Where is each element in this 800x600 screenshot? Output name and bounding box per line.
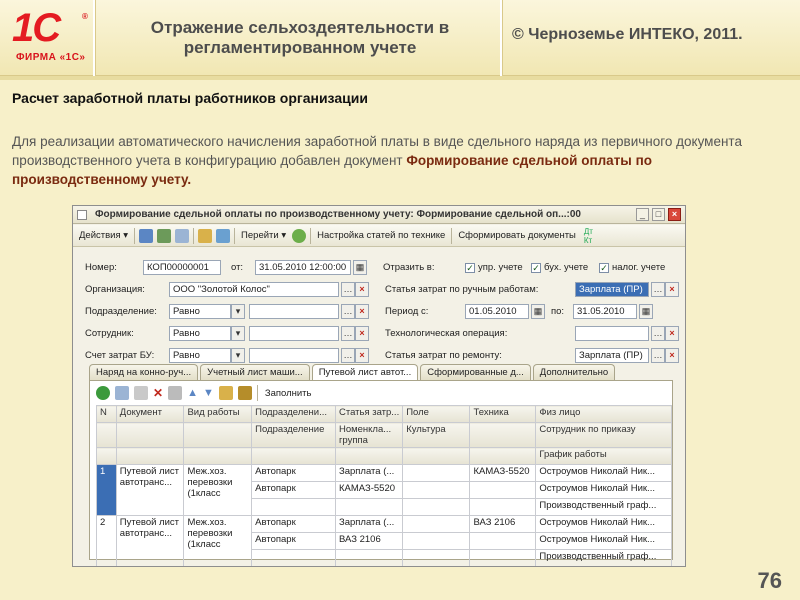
- header-divider: [93, 0, 95, 76]
- header-empty: [470, 448, 536, 465]
- buh-checkbox[interactable]: ✓: [532, 263, 540, 273]
- document-window: [72, 205, 686, 567]
- header-empty: [470, 423, 536, 448]
- reflect-label: Отразить в:: [383, 262, 435, 273]
- logo-mark: 1С: [12, 6, 60, 50]
- header-underline: [0, 76, 800, 80]
- row-nomenclature[interactable]: ВАЗ 2106: [335, 533, 402, 550]
- col-nomenclature-label: Номенкла...: [338, 424, 392, 435]
- maximize-button[interactable]: □: [652, 208, 665, 221]
- header-empty: [184, 423, 252, 448]
- col-culture[interactable]: Культура: [403, 423, 470, 448]
- save-icon[interactable]: [157, 229, 171, 243]
- col-document[interactable]: Документ: [116, 406, 184, 423]
- row-employee-by-order[interactable]: Остроумов Николай Ник...: [536, 482, 672, 499]
- header-divider: [500, 0, 502, 76]
- period-from-label: Период с:: [385, 306, 429, 317]
- end-edit-icon[interactable]: [168, 386, 182, 400]
- slide-heading: Расчет заработной платы работников организации: [12, 90, 368, 106]
- table-header-row: [97, 423, 672, 448]
- account-field[interactable]: [249, 348, 339, 363]
- clear-button[interactable]: ×: [665, 282, 679, 297]
- organization-field[interactable]: ООО "Золотой Колос": [169, 282, 339, 297]
- buh-label: бух. учете: [544, 262, 589, 273]
- row-department[interactable]: Автопарк: [252, 516, 336, 533]
- col-cost-item[interactable]: Статья затр...: [335, 406, 402, 423]
- sort-icon[interactable]: Дт Кт: [583, 226, 593, 245]
- upr-checkbox[interactable]: ✓: [466, 263, 474, 273]
- select-button[interactable]: …: [341, 282, 355, 297]
- toolbar-separator: [257, 385, 258, 401]
- row-schedule[interactable]: Производственный граф...: [536, 499, 672, 516]
- toolbar-separator: [310, 228, 311, 244]
- header-empty: [116, 423, 184, 448]
- account-label: Счет затрат БУ:: [85, 350, 155, 361]
- table-row[interactable]: [97, 516, 672, 533]
- minimize-button[interactable]: _: [636, 208, 649, 221]
- row-work-type[interactable]: Меж.хоз. перевозки (1класс: [184, 516, 252, 567]
- header-empty: [97, 448, 117, 465]
- account-condition[interactable]: Равно: [169, 348, 231, 363]
- table-toolbar: [96, 385, 313, 401]
- tab-generated-docs[interactable]: Сформированные д...: [420, 364, 531, 380]
- toolbar-separator: [134, 228, 135, 244]
- structure-icon[interactable]: [198, 229, 212, 243]
- header-title: Отражение сельхоздеятельности в регламентированном учете: [150, 18, 450, 57]
- delete-icon[interactable]: ✕: [153, 386, 164, 400]
- row-field[interactable]: [403, 516, 470, 533]
- clear-button[interactable]: ×: [355, 304, 369, 319]
- row-work-type[interactable]: Меж.хоз. перевозки (1класс: [184, 465, 252, 516]
- print-icon[interactable]: [216, 229, 230, 243]
- cost-repair-label: Статья затрат по ремонту:: [385, 350, 502, 361]
- nal-label: налог. учете: [612, 262, 666, 273]
- tech-operation-field[interactable]: [575, 326, 649, 341]
- period-from-field[interactable]: 01.05.2010: [465, 304, 529, 319]
- col-subdivision[interactable]: Подразделение: [252, 423, 336, 448]
- go-label: Перейти: [241, 230, 279, 241]
- employee-condition[interactable]: Равно: [169, 326, 231, 341]
- window-title: Формирование сдельной оплаты по производственному учету: Формирование сдельной оп...:00: [95, 209, 581, 220]
- col-nomenclature[interactable]: [335, 423, 402, 448]
- row-empty[interactable]: [470, 499, 536, 516]
- chevron-down-icon[interactable]: ▾: [231, 304, 245, 319]
- col-machinery[interactable]: Техника: [470, 406, 536, 423]
- paragraph-text: Для реализации автоматического начисления заработной платы в виде сдельного наряда из первичного документа производственного учета в конфигурацию добавлен документ: [12, 134, 742, 168]
- chevron-down-icon[interactable]: ▾: [231, 348, 245, 363]
- post-icon[interactable]: [139, 229, 153, 243]
- header-empty: [97, 423, 117, 448]
- toolbar-separator: [451, 228, 452, 244]
- col-employee-by-order[interactable]: Сотрудник по приказу: [536, 423, 672, 448]
- tab-machine-sheet[interactable]: Учетный лист маши...: [200, 364, 310, 380]
- row-department[interactable]: Автопарк: [252, 465, 336, 482]
- chevron-down-icon[interactable]: ▾: [231, 326, 245, 341]
- row-employee-by-order[interactable]: Остроумов Николай Ник...: [536, 533, 672, 550]
- department-condition[interactable]: Равно: [169, 304, 231, 319]
- select-button[interactable]: …: [651, 326, 665, 341]
- row-machinery[interactable]: КАМАЗ-5520: [470, 465, 536, 482]
- tab-additional[interactable]: Дополнительно: [533, 364, 615, 380]
- col-schedule[interactable]: График работы: [536, 448, 672, 465]
- go-menu[interactable]: Перейти ▾: [241, 230, 287, 241]
- generate-documents-button[interactable]: Сформировать документы: [458, 230, 576, 241]
- page-number: 76: [757, 568, 782, 593]
- fill-button[interactable]: Заполнить: [264, 387, 312, 399]
- actions-menu[interactable]: Действия ▾: [79, 230, 129, 241]
- select-button[interactable]: …: [341, 348, 355, 363]
- number-field[interactable]: КОП00000001: [143, 260, 221, 275]
- header-empty: [403, 448, 470, 465]
- paragraph-document-name: Формирование сдельной оплаты по производственному учету.: [12, 153, 652, 187]
- date-field[interactable]: 31.05.2010 12:00:00: [255, 260, 351, 275]
- row-empty[interactable]: [335, 550, 402, 567]
- select-button[interactable]: …: [341, 304, 355, 319]
- clear-button[interactable]: ×: [355, 348, 369, 363]
- move-up-icon[interactable]: ▲: [187, 387, 198, 399]
- row-subdivision[interactable]: Автопарк: [252, 533, 336, 550]
- period-to-field[interactable]: 31.05.2010: [573, 304, 637, 319]
- clear-button[interactable]: ×: [355, 326, 369, 341]
- row-document[interactable]: Путевой лист автотранс...: [116, 465, 184, 516]
- row-subdivision[interactable]: Автопарк: [252, 482, 336, 499]
- 1c-logo: [10, 6, 88, 68]
- settings-button[interactable]: Настройка статей по технике: [317, 230, 446, 241]
- tab-content: [89, 380, 673, 560]
- row-cost-item[interactable]: Зарплата (...: [335, 516, 402, 533]
- documents-table: [96, 405, 672, 567]
- calendar-icon[interactable]: ▦: [531, 304, 545, 319]
- header-empty: [252, 448, 336, 465]
- row-culture[interactable]: [403, 533, 470, 550]
- copy-icon[interactable]: [115, 386, 129, 400]
- tab-waybill[interactable]: Путевой лист автот...: [312, 364, 419, 380]
- date-label: от:: [231, 262, 244, 273]
- toolbar: [73, 225, 685, 247]
- row-empty[interactable]: [403, 550, 470, 567]
- row-empty[interactable]: [252, 550, 336, 567]
- move-down-icon[interactable]: ▼: [202, 387, 214, 399]
- select-button[interactable]: …: [651, 348, 665, 363]
- row-empty[interactable]: [470, 550, 536, 567]
- help-icon[interactable]: [292, 229, 306, 243]
- row-person[interactable]: Остроумов Николай Ник...: [536, 516, 672, 533]
- toolbar-separator: [234, 228, 235, 244]
- row-number[interactable]: 1: [97, 465, 117, 516]
- row-culture[interactable]: [403, 482, 470, 499]
- col-field[interactable]: Поле: [403, 406, 470, 423]
- department-label: Подразделение:: [85, 306, 157, 317]
- col-group-label: группа: [338, 435, 368, 446]
- add-icon[interactable]: [96, 386, 110, 400]
- table-header-row: [97, 448, 672, 465]
- table-row[interactable]: [97, 465, 672, 482]
- row-empty[interactable]: [335, 499, 402, 516]
- calendar-icon[interactable]: ▦: [639, 304, 653, 319]
- select-button[interactable]: …: [651, 282, 665, 297]
- number-label: Номер:: [85, 262, 117, 273]
- organization-label: Организация:: [85, 284, 145, 295]
- document-icon: [77, 210, 87, 220]
- edit-icon[interactable]: [134, 386, 148, 400]
- copyright-text: © Черноземье ИНТЕКО, 2011.: [512, 26, 743, 43]
- refresh-icon[interactable]: [175, 229, 189, 243]
- row-field[interactable]: [403, 465, 470, 482]
- upr-label: упр. учете: [478, 262, 523, 273]
- window-titlebar[interactable]: [73, 206, 685, 224]
- clear-button[interactable]: ×: [665, 326, 679, 341]
- clear-button[interactable]: ×: [665, 348, 679, 363]
- row-empty[interactable]: [470, 533, 536, 550]
- cost-manual-field[interactable]: Зарплата (ПР): [575, 282, 649, 297]
- tech-operation-label: Технологическая операция:: [385, 328, 508, 339]
- row-empty[interactable]: [470, 482, 536, 499]
- nal-checkbox[interactable]: ✓: [600, 263, 608, 273]
- close-button[interactable]: ×: [668, 208, 681, 221]
- row-machinery[interactable]: ВАЗ 2106: [470, 516, 536, 533]
- employee-field[interactable]: [249, 326, 339, 341]
- col-person[interactable]: Физ лицо: [536, 406, 672, 423]
- employee-label: Сотрудник:: [85, 328, 134, 339]
- sort-asc-icon[interactable]: [219, 386, 233, 400]
- row-number[interactable]: 2: [97, 516, 117, 567]
- toolbar-separator: [193, 228, 194, 244]
- row-document[interactable]: Путевой лист автотранс...: [116, 516, 184, 567]
- header-empty: [116, 448, 184, 465]
- col-work-type[interactable]: Вид работы: [184, 406, 252, 423]
- cost-repair-field[interactable]: Зарплата (ПР): [575, 348, 649, 363]
- cost-manual-label: Статья затрат по ручным работам:: [385, 284, 539, 295]
- select-button[interactable]: …: [341, 326, 355, 341]
- department-field[interactable]: [249, 304, 339, 319]
- row-person[interactable]: Остроумов Николай Ник...: [536, 465, 672, 482]
- slide-header: [0, 0, 800, 76]
- col-department[interactable]: Подразделени...: [252, 406, 336, 423]
- tab-horse-manual[interactable]: Наряд на конно-руч...: [89, 364, 198, 380]
- row-schedule[interactable]: Производственный граф...: [536, 550, 672, 567]
- slide-paragraph: [12, 132, 782, 189]
- header-empty: [184, 448, 252, 465]
- period-to-label: по:: [551, 306, 565, 317]
- clear-button[interactable]: ×: [355, 282, 369, 297]
- col-n[interactable]: N: [97, 406, 117, 423]
- tab-bar: [89, 364, 615, 380]
- actions-label: Действия: [79, 230, 121, 241]
- calendar-icon[interactable]: ▦: [353, 260, 367, 275]
- header-empty: [335, 448, 402, 465]
- row-empty[interactable]: [252, 499, 336, 516]
- logo-text: ФИРМА «1С»: [16, 52, 86, 63]
- row-cost-item[interactable]: Зарплата (...: [335, 465, 402, 482]
- row-nomenclature[interactable]: КАМАЗ-5520: [335, 482, 402, 499]
- table-header-row: [97, 406, 672, 423]
- sort-desc-icon[interactable]: [238, 386, 252, 400]
- registered-icon: ®: [82, 12, 88, 21]
- row-empty[interactable]: [403, 499, 470, 516]
